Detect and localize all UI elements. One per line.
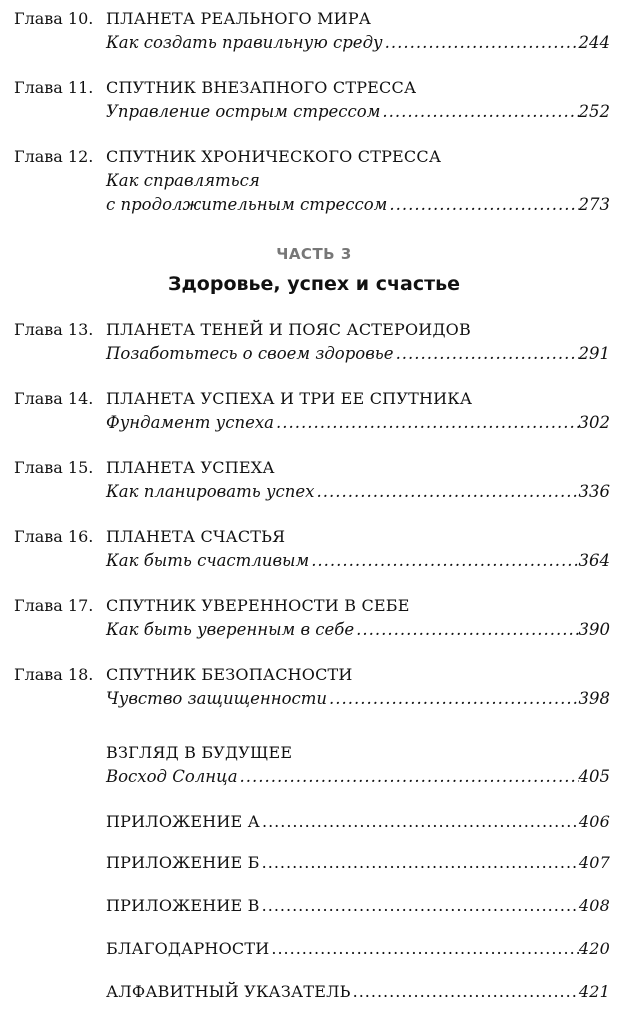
toc-line	[106, 894, 610, 918]
dot-leader	[387, 193, 578, 217]
dot-leader	[260, 851, 579, 875]
entry-content	[106, 663, 610, 711]
entry-content	[106, 810, 610, 834]
chapter-title: СПУТНИК ВНЕЗАПНОГО СТРЕССА	[106, 78, 417, 97]
chapter-subtitle: с продолжительным стрессом	[106, 195, 388, 214]
part-label: ЧАСТЬ 3	[276, 245, 352, 263]
toc-line	[106, 937, 610, 961]
dot-leader	[260, 894, 579, 918]
dot-leader	[309, 549, 578, 573]
toc-line	[106, 193, 610, 217]
part-title: Здоровье, успех и счастье	[167, 273, 461, 295]
section-title: ВЗГЛЯД В БУДУЩЕЕ	[106, 743, 293, 762]
dot-leader	[383, 31, 579, 55]
toc-line	[106, 810, 610, 834]
entry-content	[106, 894, 610, 918]
entry-content	[106, 318, 610, 366]
chapter-number: Глава 18.	[14, 665, 94, 684]
chapter-subtitle: Как справляться	[106, 171, 260, 190]
section-title: БЛАГОДАРНОСТИ	[106, 939, 270, 958]
toc-line	[106, 851, 610, 875]
toc-line	[106, 31, 610, 55]
page-number: 421	[578, 982, 610, 1001]
chapter-number: Глава 16.	[14, 527, 94, 546]
toc-line	[106, 480, 610, 504]
toc-line	[106, 411, 610, 435]
toc-line	[106, 765, 610, 789]
entry-content	[106, 76, 610, 124]
section-title: ПРИЛОЖЕНИЕ В	[106, 896, 260, 915]
dot-leader	[380, 100, 578, 124]
chapter-number: Глава 11.	[14, 78, 94, 97]
chapter-number: Глава 15.	[14, 458, 94, 477]
page-number: 390	[578, 620, 610, 639]
chapter-subtitle: Фундамент успеха	[106, 413, 274, 432]
entry-content	[106, 594, 610, 642]
dot-leader	[260, 810, 579, 834]
page-number: 336	[578, 482, 610, 501]
toc-line	[106, 549, 610, 573]
chapter-number: Глава 12.	[14, 147, 94, 166]
section-title: ПРИЛОЖЕНИЕ А	[106, 812, 260, 831]
page-number: 405	[578, 767, 610, 786]
section-title: ПРИЛОЖЕНИЕ Б	[106, 853, 260, 872]
entry-content	[106, 980, 610, 1004]
page-number: 291	[578, 344, 610, 363]
chapter-subtitle: Как планировать успех	[106, 482, 315, 501]
page-number: 398	[578, 689, 610, 708]
chapter-title: ПЛАНЕТА УСПЕХА	[106, 458, 275, 477]
dot-leader	[315, 480, 579, 504]
entry-content	[106, 7, 610, 55]
section-subtitle: Восход Солнца	[106, 767, 238, 786]
chapter-title: ПЛАНЕТА СЧАСТЬЯ	[106, 527, 286, 546]
toc-line	[106, 618, 610, 642]
page-number: 273	[578, 195, 610, 214]
dot-leader	[327, 687, 578, 711]
dot-leader	[351, 980, 579, 1004]
chapter-title: СПУТНИК ХРОНИЧЕСКОГО СТРЕССА	[106, 147, 442, 166]
chapter-subtitle: Как быть счастливым	[106, 551, 310, 570]
dot-leader	[269, 937, 578, 961]
entry-content	[106, 937, 610, 961]
chapter-title: СПУТНИК БЕЗОПАСНОСТИ	[106, 665, 353, 684]
page-number: 406	[578, 812, 610, 831]
chapter-subtitle: Как создать правильную среду	[106, 33, 383, 52]
entry-content	[106, 456, 610, 504]
chapter-number: Глава 14.	[14, 389, 94, 408]
chapter-title: ПЛАНЕТА ТЕНЕЙ И ПОЯС АСТЕРОИДОВ	[106, 320, 471, 339]
toc-line	[106, 687, 610, 711]
dot-leader	[238, 765, 579, 789]
chapter-subtitle: Чувство защищенности	[106, 689, 328, 708]
toc-line	[106, 342, 610, 366]
toc-line	[106, 100, 610, 124]
chapter-title: ПЛАНЕТА РЕАЛЬНОГО МИРА	[106, 9, 372, 28]
dot-leader	[394, 342, 579, 366]
page-number: 244	[578, 33, 610, 52]
page-number: 252	[578, 102, 610, 121]
chapter-title: СПУТНИК УВЕРЕННОСТИ В СЕБЕ	[106, 596, 410, 615]
dot-leader	[274, 411, 579, 435]
toc-line	[106, 980, 610, 1004]
dot-leader	[354, 618, 578, 642]
entry-content	[106, 145, 610, 217]
chapter-number: Глава 13.	[14, 320, 94, 339]
chapter-subtitle: Управление острым стрессом	[106, 102, 381, 121]
section-title: АЛФАВИТНЫЙ УКАЗАТЕЛЬ	[106, 982, 351, 1001]
page-number: 407	[578, 853, 610, 872]
chapter-number: Глава 10.	[14, 9, 94, 28]
entry-content	[106, 387, 610, 435]
chapter-subtitle: Позаботьтесь о своем здоровье	[106, 344, 394, 363]
entry-content	[106, 525, 610, 573]
entry-content	[106, 851, 610, 875]
page-number: 420	[578, 939, 610, 958]
page-number: 408	[578, 896, 610, 915]
chapter-number: Глава 17.	[14, 596, 94, 615]
page-number: 302	[578, 413, 610, 432]
chapter-subtitle: Как быть уверенным в себе	[106, 620, 355, 639]
page-number: 364	[578, 551, 610, 570]
entry-content	[106, 741, 610, 789]
chapter-title: ПЛАНЕТА УСПЕХА И ТРИ ЕЕ СПУТНИКА	[106, 389, 473, 408]
